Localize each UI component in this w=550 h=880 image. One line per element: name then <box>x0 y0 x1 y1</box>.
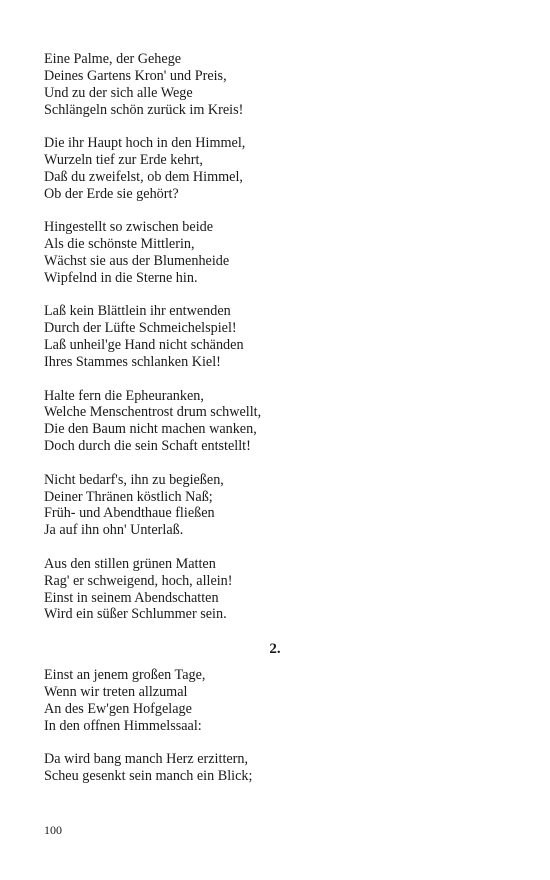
verse-line: Die ihr Haupt hoch in den Himmel, <box>44 135 246 152</box>
stanza <box>44 667 504 735</box>
stanza <box>44 135 504 203</box>
verse-line: An des Ew'gen Hofgelage <box>44 700 192 717</box>
verse-line: Daß du zweifelst, ob dem Himmel, <box>44 168 243 185</box>
stanza <box>44 303 504 371</box>
poem-part-1 <box>44 51 504 623</box>
verse-line: Welche Menschentrost drum schwellt, <box>44 404 262 421</box>
verse-line: Durch der Lüfte Schmeichelspiel! <box>44 320 237 337</box>
stanza <box>44 751 504 785</box>
verse-line: Rag' er schweigend, hoch, allein! <box>44 572 233 589</box>
stanza <box>44 556 504 624</box>
verse-line: Einst in seinem Abendschatten <box>44 589 219 606</box>
verse-line: Aus den stillen grünen Matten <box>44 555 216 572</box>
section-number: 2. <box>269 640 281 657</box>
verse-line: Doch durch die sein Schaft entstellt! <box>44 438 251 455</box>
verse-line: Früh- und Abendthaue fließen <box>44 505 215 522</box>
verse-line: Als die schönste Mittlerin, <box>44 236 195 253</box>
verse-line: Schlängeln schön zurück im Kreis! <box>44 101 244 118</box>
verse-line: Wächst sie aus der Blumenheide <box>44 253 230 270</box>
stanza <box>44 219 504 287</box>
verse-line: Einst an jenem großen Tage, <box>44 666 206 683</box>
stanza <box>44 388 504 456</box>
verse-line: Und zu der sich alle Wege <box>44 84 193 101</box>
stanza <box>44 51 504 119</box>
verse-line: Deiner Thränen köstlich Naß; <box>44 488 213 505</box>
verse-line: Halte fern die Epheuranken, <box>44 387 204 404</box>
verse-line: In den offnen Himmelssaal: <box>44 717 202 734</box>
stanza <box>44 472 504 540</box>
verse-line: Deines Gartens Kron' und Preis, <box>44 67 227 84</box>
verse-line: Eine Palme, der Gehege <box>44 51 182 67</box>
verse-line: Scheu gesenkt sein manch ein Blick; <box>44 767 253 784</box>
poem-part-2 <box>44 667 504 785</box>
verse-line: Da wird bang manch Herz erzittern, <box>44 751 249 767</box>
verse-line: Wipfelnd in die Sterne hin. <box>44 269 198 286</box>
poem-page <box>44 51 504 801</box>
verse-line: Wird ein süßer Schlummer sein. <box>44 606 227 623</box>
verse-line: Die den Baum nicht machen wanken, <box>44 421 257 438</box>
verse-line: Wenn wir treten allzumal <box>44 683 188 700</box>
verse-line: Laß kein Blättlein ihr entwenden <box>44 303 231 320</box>
verse-line: Ja auf ihn ohn' Unterlaß. <box>44 522 184 539</box>
verse-line: Wurzeln tief zur Erde kehrt, <box>44 152 203 169</box>
verse-line: Ob der Erde sie gehört? <box>44 185 179 202</box>
verse-line: Hingestellt so zwischen beide <box>44 219 214 236</box>
verse-line: Laß unheil'ge Hand nicht schänden <box>44 337 244 354</box>
verse-line: Ihres Stammes schlanken Kiel! <box>44 354 221 371</box>
verse-line: Nicht bedarf's, ihn zu begießen, <box>44 471 224 488</box>
page-number: 100 <box>44 823 62 837</box>
